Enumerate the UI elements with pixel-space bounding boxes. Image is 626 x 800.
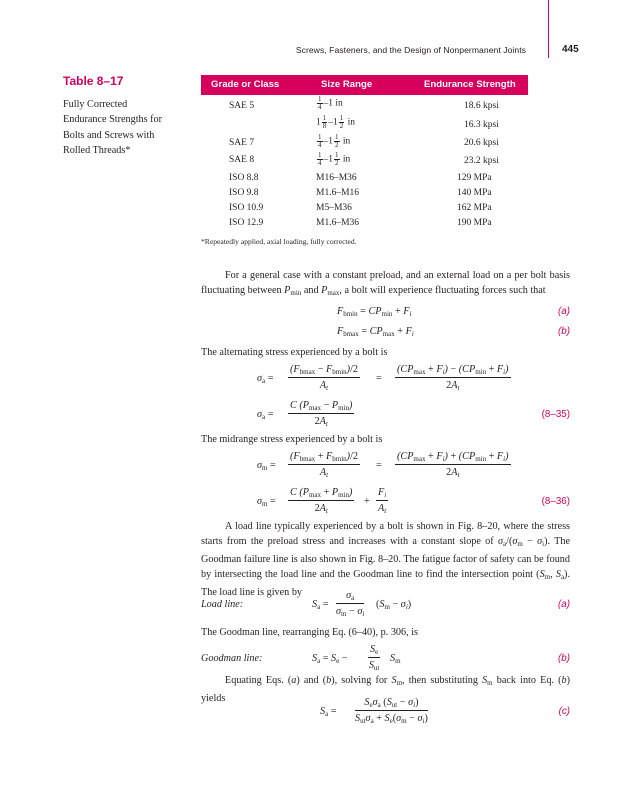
paragraph: A load line typically experienced by a bolt is shown in Fig. 8–20, where the stress starts from the preload stress and increases with a constant slope of $\sigma_a/(\sigma_m - \sigma_i)$. The Goodman failure line is also shown in Fig. 8–20. The fatigue factor of safety can be found by intersecting the load line and the Goodman line to find the intersection point ($S_m$, $S_a$). The load line is given by [201, 521, 571, 599]
fraction: $(F_{bmax} - F_{bmin})/2$ $A_t$ [290, 364, 358, 392]
equation-label: (a) [558, 306, 570, 317]
table-cell-strength: 140 MPa [457, 188, 492, 198]
caption-line: Fully Corrected [63, 99, 128, 110]
column-header-strength: Endurance Strength [424, 79, 516, 90]
table-cell-strength: 20.6 kpsi [464, 138, 499, 148]
caption-line: Endurance Strengths for [63, 114, 163, 126]
fraction: $(CP_{max} + F_i) - (CP_{min} + F_i)$ $2A_t$ [397, 364, 509, 392]
table-cell-strength: 190 MPa [457, 218, 492, 228]
goodman-line-label: Goodman line: [201, 653, 263, 664]
fraction: $S_e\sigma_a$ $(S_{ut} - \sigma_i)$ $S_{ut}\sigma_a + S_e(\sigma_m - \sigma_i)$ [355, 697, 428, 725]
table-cell-grade: ISO 12.9 [229, 218, 264, 228]
column-header-size: Size Range [321, 79, 373, 90]
table-cell-size: $\frac{1}{4}$ –1 in [318, 95, 343, 111]
table-label: Table 8–17 [63, 74, 124, 88]
size-text: –1 in [323, 98, 343, 109]
equation-term: $S_m$ [390, 653, 401, 665]
table-header [201, 75, 528, 95]
table-caption [63, 97, 193, 159]
equation-term: $(S_m - \sigma_i)$ [376, 599, 412, 611]
paragraph: The alternating stress experienced by a bolt is [201, 347, 388, 358]
table-cell-size: $\frac{1}{4}$ –1 $\frac{1}{2}$ in [318, 133, 351, 149]
equation-label: (b) [558, 653, 570, 664]
equation-sigma-a-simplified: $\sigma_a$ = [257, 409, 274, 421]
fraction: C $(P_{max} + P_{min})$ $2A_t$ [290, 487, 353, 515]
paragraph: The midrange stress experienced by a bolt is [201, 434, 383, 445]
equation-sigma-a: $\sigma_a$ = [257, 373, 274, 385]
equation-fbmax: $F_{bmax} = CP_{max} + F_i$ [337, 326, 414, 338]
plus-sign: + [364, 496, 370, 507]
paragraph: The Goodman line, rearranging Eq. (6–40), p. 306, is [201, 627, 418, 638]
fraction: $(CP_{max} + F_i) + (CP_{min} + F_i)$ $2A_t$ [397, 451, 509, 479]
table-cell-grade: SAE 7 [229, 138, 255, 148]
table-cell-grade: SAE 8 [229, 155, 255, 165]
equals-sign: = [376, 373, 382, 384]
fraction: $\frac{\sigma_a}{\sigma_m - \sigma_i}$ [336, 590, 365, 618]
equation-label: (b) [558, 326, 570, 337]
equation-label: (c) [558, 706, 570, 717]
table-cell-grade: ISO 9.8 [229, 188, 259, 198]
paragraph: Equating Eqs. (a) and (b), solving for $S_m$, then substituting $S_m$ back into Eq. (b) yields [201, 675, 570, 705]
fraction: C $(P_{max} - P_{min})$ $2A_t$ [290, 400, 353, 428]
table-cell-size: 1 $\frac{1}{8}$ –1 $\frac{1}{2}$ in [316, 114, 356, 130]
equation-c: $S_a$ = [320, 706, 337, 718]
running-head: Screws, Fasteners, and the Design of Nonpermanent Joints [295, 45, 526, 55]
equation-fbmin: $F_{bmin} = CP_{min} + F_i$ [337, 306, 412, 318]
load-line-label: Load line: [201, 599, 244, 610]
table-cell-grade: ISO 8.8 [229, 173, 259, 183]
equation-goodman: $S_a = S_e$ − [312, 653, 348, 665]
equation-sigma-m-simplified: $\sigma_m$ = [257, 496, 276, 508]
fraction: $\frac{F_i}{A_t}$ [378, 487, 387, 515]
table-cell-grade: ISO 10.9 [229, 203, 264, 213]
table-cell-strength: 162 MPa [457, 203, 492, 213]
caption-line: Bolts and Screws with [63, 129, 155, 141]
caption-line: Rolled Threads* [63, 145, 131, 157]
table-footnote: *Repeatedly applied, axial loading, fully corrected. [201, 237, 357, 246]
table-cell-size: $\frac{1}{4}$ –1 $\frac{1}{2}$ in [318, 151, 351, 167]
equation-load-line: $S_a$ = [312, 599, 329, 611]
equals-sign: = [376, 460, 382, 471]
table-cell-size: M16–M36 [316, 173, 357, 183]
page-number: 445 [562, 44, 579, 55]
equation-number: (8–35) [541, 409, 570, 420]
table-cell-strength: 16.3 kpsi [464, 120, 499, 130]
column-header-grade: Grade or Class [211, 79, 280, 90]
header-rule [548, 0, 549, 58]
table-cell-size: M1.6–M36 [316, 218, 360, 228]
paragraph: For a general case with a constant preload, and an external load on a per bolt basis fluctuating between $P_{min}$ and $P_{max}$, a bolt will experience fluctuating forces such that [201, 270, 570, 298]
table-cell-strength: 18.6 kpsi [464, 101, 499, 111]
equation-label: (a) [558, 599, 570, 610]
table-cell-grade: SAE 5 [229, 101, 255, 111]
table-cell-strength: 23.2 kpsi [464, 156, 499, 166]
table-cell-size: M1.6–M16 [316, 188, 360, 198]
table-cell-strength: 129 MPa [457, 173, 492, 183]
equation-sigma-m: $\sigma_m$ = [257, 460, 276, 472]
equation-number: (8–36) [541, 496, 570, 507]
fraction: $S_e$ $S_{ut}$ [368, 644, 380, 672]
fraction: $(F_{bmax} + F_{bmin})/2$ $A_t$ [290, 451, 358, 479]
table-cell-size: M5–M36 [316, 203, 352, 213]
